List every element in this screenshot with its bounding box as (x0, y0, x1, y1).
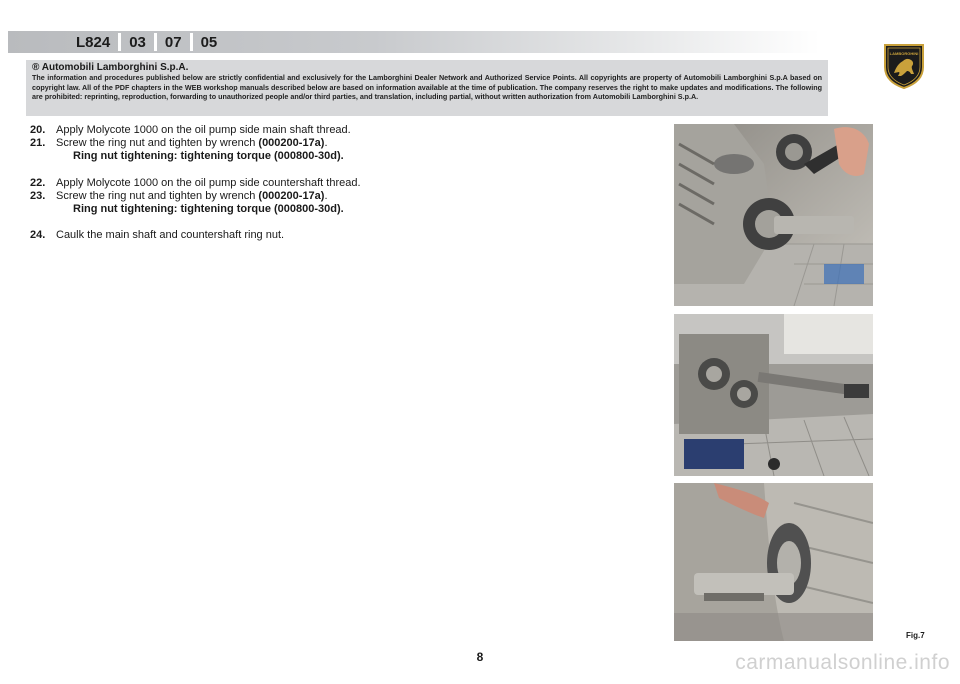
step-number: 22. (30, 176, 46, 189)
code-separator (190, 33, 193, 51)
procedure-steps (30, 124, 630, 242)
step-text: Apply Molycote 1000 on the oil pump side countershaft thread. (56, 176, 361, 189)
page-number: 8 (476, 650, 484, 664)
step-note: Ring nut tightening: tightening torque (000800-30d). (73, 203, 344, 216)
photo-torque-wrench (674, 314, 873, 476)
photo-main-shaft-ring-nut (674, 124, 873, 306)
step-text: Caulk the main shaft and countershaft ring nut. (56, 229, 285, 242)
step-24 (30, 229, 630, 242)
notice-title: ® Automobili Lamborghini S.p.A. (32, 62, 189, 73)
step-number: 21. (30, 137, 46, 150)
figure-label: Fig.7 (906, 631, 925, 640)
code-segment: 07 (164, 33, 182, 51)
code-segment: 05 (200, 33, 218, 51)
photo-caulk-ring-nut (674, 483, 873, 641)
step-number: 20. (30, 124, 46, 136)
step-22 (30, 177, 630, 190)
step-text: Screw the ring nut and tighten by wrench (000200-17a). (56, 137, 328, 150)
code-separator (118, 33, 121, 51)
step-text: Screw the ring nut and tighten by wrench (000200-17a). (56, 189, 328, 202)
code-segment: 03 (129, 33, 146, 51)
notice-body: The information and procedures published below are strictly confidential and exclusively for the Lamborghini Dealer Network and Authorized Service Points. All copyrights are property of Automobili Lamborghini S.p.A based on copyright law. All of the PDF chapters in the WEB workshop manuals described below are based on information available at the time of publication. The company reserves the right to make updates and modifications. The following are prohibited: reprinting, reproduction, forwarding to unauthorized people and/or third parties, and translation, including partial, without written authorization from Automobili Lamborghini S.p.A. (32, 73, 822, 102)
step-number: 24. (30, 229, 46, 242)
svg-text:LAMBORGHINI: LAMBORGHINI (889, 51, 919, 56)
tool-code: (000200-17a) (258, 137, 325, 150)
watermark: carmanualsonline.info (735, 651, 950, 674)
step-number: 23. (30, 189, 46, 202)
lamborghini-shield-icon (883, 43, 925, 89)
step-note: Ring nut tightening: tightening torque (000800-30d). (73, 150, 344, 163)
step-23 (30, 190, 630, 203)
step-20 (30, 124, 630, 137)
step-text: Apply Molycote 1000 on the oil pump side main shaft thread. (56, 124, 351, 136)
code-segment: L824 (76, 33, 111, 51)
code-separator (154, 33, 157, 51)
step-21 (30, 137, 630, 150)
document-code (70, 33, 223, 51)
tool-code: (000200-17a) (258, 189, 325, 202)
